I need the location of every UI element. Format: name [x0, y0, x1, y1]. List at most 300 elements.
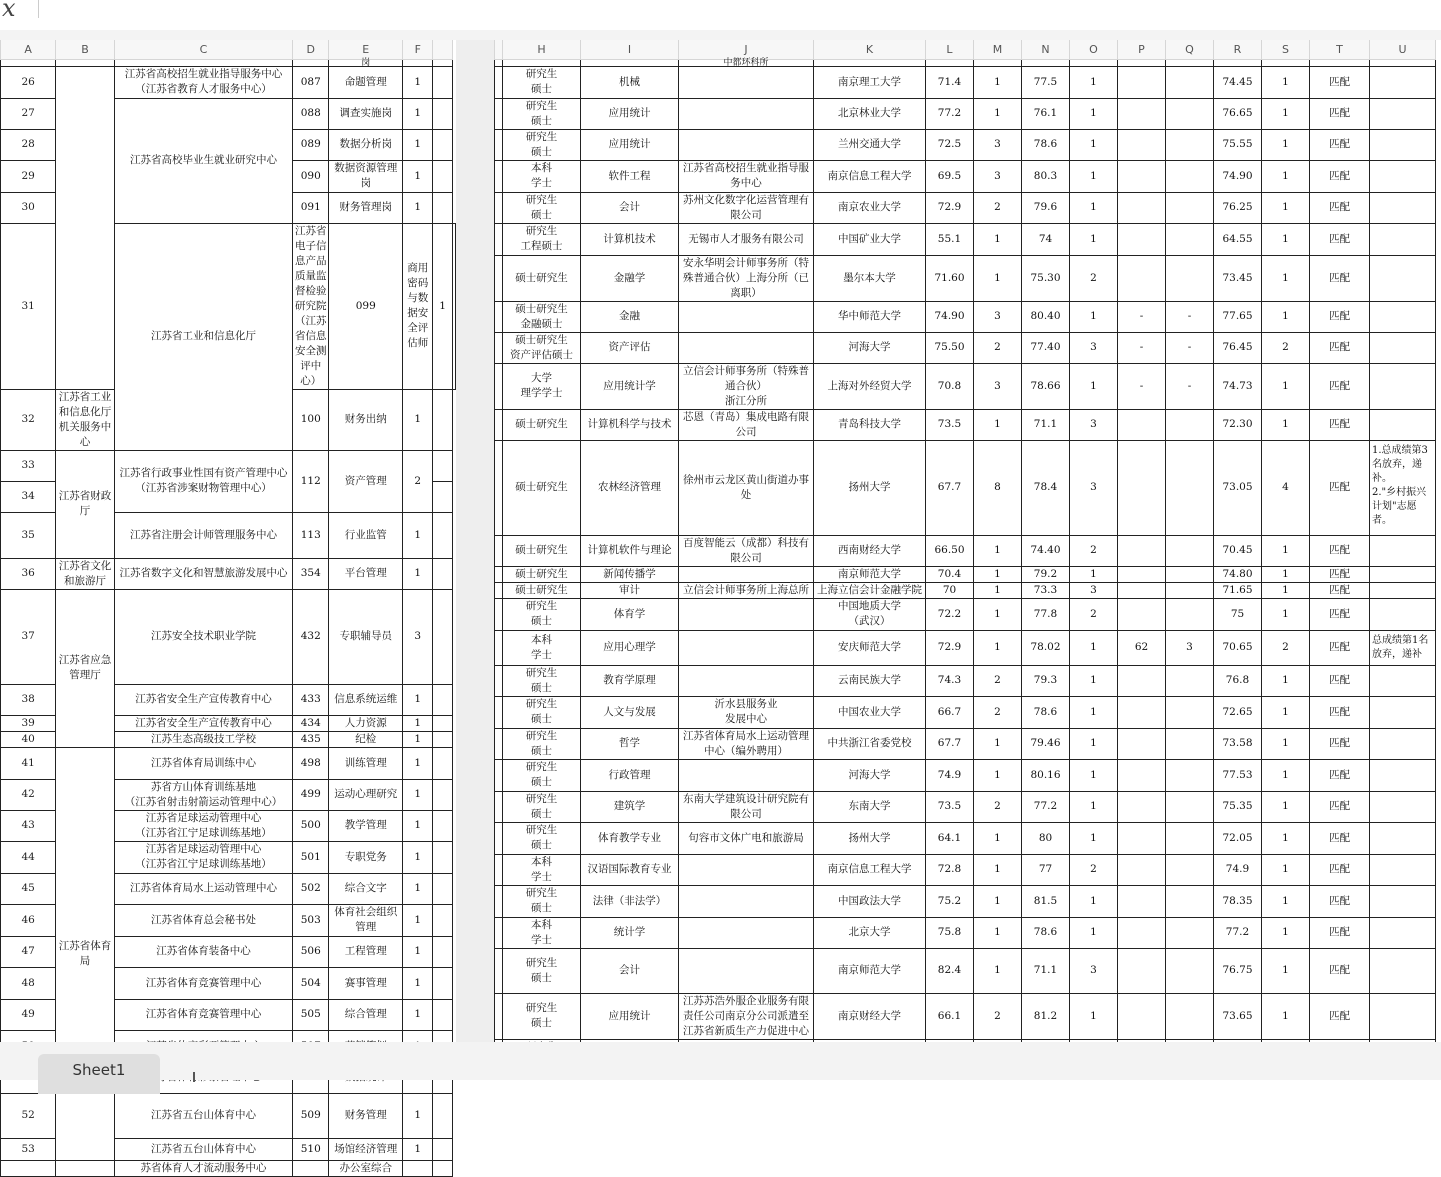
sheet-tab[interactable]: Sheet1 [38, 1054, 160, 1094]
unit-name-cell[interactable]: 江苏省五台山体育中心 [114, 1093, 293, 1138]
remark-cell[interactable] [1370, 301, 1436, 332]
hire-count-cell[interactable]: 1 [403, 731, 433, 747]
written-score-cell[interactable]: 64.1 [926, 822, 974, 854]
extra-rank-cell[interactable] [1166, 696, 1214, 728]
cell-top-q[interactable] [1166, 59, 1214, 66]
written-score-cell[interactable]: 82.4 [926, 948, 974, 993]
position-code-cell[interactable]: 504 [293, 967, 329, 999]
match-cell[interactable]: 匹配 [1310, 948, 1370, 993]
position-name-cell[interactable]: 数据分析岗 [329, 129, 403, 160]
employer-cell[interactable]: 芯恩（青岛）集成电路有限公司 [679, 409, 814, 440]
total-rank-cell[interactable]: 1 [1262, 917, 1310, 948]
hire-count-cell[interactable]: 1 [403, 1093, 433, 1138]
written-rank-cell[interactable]: 1 [974, 822, 1022, 854]
education-cell[interactable]: 研究生 硕士 [503, 665, 581, 696]
written-rank-cell[interactable]: 1 [974, 255, 1022, 301]
row-number[interactable]: 47 [1, 936, 56, 967]
written-rank-cell[interactable]: 1 [974, 566, 1022, 582]
major-cell[interactable]: 统计学 [581, 917, 679, 948]
match-cell[interactable]: 匹配 [1310, 791, 1370, 822]
extra-rank-cell[interactable] [1166, 822, 1214, 854]
position-name-cell[interactable]: 财务出纳 [329, 389, 403, 450]
position-name-cell[interactable]: 命题管理 [329, 66, 403, 98]
position-code-cell[interactable]: 435 [293, 731, 329, 747]
remark-cell[interactable] [1370, 582, 1436, 598]
written-score-cell[interactable]: 66.7 [926, 696, 974, 728]
extra-score-cell[interactable] [1118, 255, 1166, 301]
written-score-cell[interactable]: 73.5 [926, 791, 974, 822]
column-header-c[interactable]: C [114, 40, 293, 59]
employer-cell[interactable] [679, 948, 814, 993]
hire-count-cell[interactable]: 3 [403, 589, 433, 684]
position-code-cell[interactable]: 112 [293, 450, 329, 512]
position-code-cell[interactable]: 099 [329, 223, 403, 389]
position-name-cell[interactable]: 行业监管 [329, 512, 403, 558]
major-cell[interactable]: 人文与发展 [581, 696, 679, 728]
extra-rank-cell[interactable] [1166, 993, 1214, 1039]
education-cell[interactable]: 研究生 硕士 [503, 993, 581, 1039]
interview-rank-cell[interactable]: 1 [1070, 192, 1118, 223]
education-cell[interactable]: 研究生 硕士 [503, 759, 581, 791]
unit-name-cell[interactable]: 江苏省足球运动管理中心 （江苏省江宁足球训练基地） [114, 841, 293, 873]
total-rank-cell[interactable]: 1 [1262, 301, 1310, 332]
unit-name-cell[interactable]: 江苏省安全生产宣传教育中心 [114, 684, 293, 715]
right-scroll-pane[interactable] [494, 40, 1441, 1042]
position-name-cell[interactable]: 专职党务 [329, 841, 403, 873]
remark-cell[interactable] [1370, 948, 1436, 993]
extra-score-cell[interactable] [1118, 535, 1166, 566]
column-header-d[interactable]: D [293, 40, 329, 59]
school-cell[interactable]: 南京理工大学 [814, 66, 926, 98]
total-score-cell[interactable]: 76.8 [1214, 665, 1262, 696]
unit-name-cell[interactable]: 江苏省电子信息产品质量监督检验研究院（江苏省信息安全测评中心） [293, 223, 329, 389]
written-score-cell[interactable]: 77.2 [926, 98, 974, 129]
hire-count-cell[interactable]: 1 [403, 558, 433, 589]
written-rank-cell[interactable]: 2 [974, 665, 1022, 696]
interview-score-cell[interactable]: 77.5 [1022, 66, 1070, 98]
column-header-q[interactable]: Q [1166, 40, 1214, 59]
major-cell[interactable]: 体育学 [581, 598, 679, 630]
department-cell[interactable] [56, 66, 114, 389]
column-header-m[interactable]: M [974, 40, 1022, 59]
education-cell[interactable]: 研究生 硕士 [503, 696, 581, 728]
major-cell[interactable]: 教育学原理 [581, 665, 679, 696]
position-code-cell[interactable]: 113 [293, 512, 329, 558]
column-header-g[interactable] [433, 40, 453, 59]
major-cell[interactable]: 机械 [581, 66, 679, 98]
written-rank-cell[interactable]: 2 [974, 192, 1022, 223]
extra-rank-cell[interactable] [1166, 582, 1214, 598]
total-score-cell[interactable]: 72.65 [1214, 696, 1262, 728]
interview-rank-cell[interactable]: 1 [1070, 696, 1118, 728]
match-cell[interactable]: 匹配 [1310, 566, 1370, 582]
remark-cell[interactable] [1370, 409, 1436, 440]
total-rank-cell[interactable]: 2 [1262, 332, 1310, 363]
school-cell[interactable]: 北京大学 [814, 917, 926, 948]
remark-cell[interactable] [1370, 791, 1436, 822]
hire-count-cell[interactable]: 1 [403, 98, 433, 129]
cell-top-a[interactable] [1, 59, 56, 66]
total-rank-cell[interactable]: 1 [1262, 696, 1310, 728]
extra-rank-cell[interactable] [1166, 566, 1214, 582]
employer-cell[interactable] [679, 759, 814, 791]
written-score-cell[interactable]: 72.9 [926, 192, 974, 223]
unit-name-cell[interactable]: 江苏省行政事业性国有资产管理中心（江苏省涉案财物管理中心） [114, 450, 293, 512]
position-name-cell[interactable]: 数据资源管理岗 [329, 160, 403, 192]
employer-cell[interactable] [679, 66, 814, 98]
remark-cell[interactable] [1370, 535, 1436, 566]
written-score-cell[interactable]: 71.60 [926, 255, 974, 301]
interview-rank-cell[interactable]: 2 [1070, 535, 1118, 566]
position-code-cell[interactable]: 505 [293, 999, 329, 1030]
employer-cell[interactable] [679, 301, 814, 332]
extra-score-cell[interactable] [1118, 993, 1166, 1039]
sheet-grid-right[interactable] [494, 40, 1436, 1056]
employer-cell[interactable]: 安永华明会计师事务所（特殊普通合伙）上海分所（已离职） [679, 255, 814, 301]
total-rank-cell[interactable]: 1 [1262, 66, 1310, 98]
extra-score-cell[interactable] [1118, 223, 1166, 255]
employer-cell[interactable] [679, 917, 814, 948]
row-number[interactable]: 27 [1, 98, 56, 129]
interview-score-cell[interactable]: 78.02 [1022, 630, 1070, 665]
row-number[interactable]: 35 [1, 512, 56, 558]
extra-rank-cell[interactable] [1166, 535, 1214, 566]
major-cell[interactable]: 新闻传播学 [581, 566, 679, 582]
position-code-cell[interactable]: 433 [293, 684, 329, 715]
hire-count-cell[interactable]: 1 [403, 66, 433, 98]
unit-name-cell[interactable]: 江苏省体育总会秘书处 [114, 904, 293, 936]
interview-score-cell[interactable]: 80.3 [1022, 160, 1070, 192]
school-cell[interactable]: 南京信息工程大学 [814, 854, 926, 885]
unit-name-cell[interactable]: 江苏省体育装备中心 [114, 936, 293, 967]
school-cell[interactable]: 中国矿业大学 [814, 223, 926, 255]
employer-cell[interactable] [679, 598, 814, 630]
employer-cell[interactable] [679, 332, 814, 363]
position-name-cell[interactable]: 体育社会组织管理 [329, 904, 403, 936]
school-cell[interactable]: 中共浙江省委党校 [814, 728, 926, 759]
interview-rank-cell[interactable]: 1 [1070, 98, 1118, 129]
major-cell[interactable]: 资产评估 [581, 332, 679, 363]
school-cell[interactable]: 河海大学 [814, 332, 926, 363]
written-rank-cell[interactable]: 2 [974, 993, 1022, 1039]
major-cell[interactable]: 体育教学专业 [581, 822, 679, 854]
interview-score-cell[interactable]: 73.3 [1022, 582, 1070, 598]
interview-score-cell[interactable]: 76.1 [1022, 98, 1070, 129]
employer-cell[interactable]: 苏州文化数字化运营管理有限公司 [679, 192, 814, 223]
remark-cell[interactable] [1370, 598, 1436, 630]
hire-count-cell[interactable]: 1 [403, 747, 433, 779]
employer-cell[interactable]: 东南大学建筑设计研究院有限公司 [679, 791, 814, 822]
row-number[interactable]: 36 [1, 558, 56, 589]
school-cell[interactable]: 中国政法大学 [814, 885, 926, 917]
extra-rank-cell[interactable] [1166, 917, 1214, 948]
total-rank-cell[interactable]: 1 [1262, 98, 1310, 129]
total-score-cell[interactable]: 76.75 [1214, 948, 1262, 993]
match-cell[interactable]: 匹配 [1310, 665, 1370, 696]
cell-top-l[interactable] [926, 59, 974, 66]
major-cell[interactable]: 软件工程 [581, 160, 679, 192]
extra-rank-cell[interactable] [1166, 728, 1214, 759]
extra-rank-cell[interactable] [1166, 160, 1214, 192]
employer-cell[interactable]: 百度智能云（成都）科技有限公司 [679, 535, 814, 566]
interview-score-cell[interactable]: 80 [1022, 822, 1070, 854]
major-cell[interactable]: 会计 [581, 948, 679, 993]
remark-cell[interactable]: 1.总成绩第3名放弃，递补。 2."乡村振兴计划"志愿者。 [1370, 440, 1436, 535]
column-header-k[interactable]: K [814, 40, 926, 59]
employer-cell[interactable]: 立信会计师事务所上海总所 [679, 582, 814, 598]
position-code-cell[interactable]: 499 [293, 779, 329, 810]
unit-name-cell[interactable]: 江苏省高校招生就业指导服务中心（江苏省教育人才服务中心） [114, 66, 293, 98]
extra-score-cell[interactable] [1118, 129, 1166, 160]
extra-rank-cell[interactable] [1166, 98, 1214, 129]
employer-cell[interactable]: 立信会计师事务所（特殊普通合伙） 浙江分所 [679, 363, 814, 409]
remark-cell[interactable] [1370, 993, 1436, 1039]
match-cell[interactable]: 匹配 [1310, 409, 1370, 440]
extra-score-cell[interactable] [1118, 948, 1166, 993]
match-cell[interactable]: 匹配 [1310, 192, 1370, 223]
total-rank-cell[interactable]: 1 [1262, 409, 1310, 440]
position-code-cell[interactable]: 091 [293, 192, 329, 223]
total-rank-cell[interactable]: 1 [1262, 566, 1310, 582]
row-number[interactable]: 31 [1, 223, 56, 389]
education-cell[interactable]: 硕士研究生 金融硕士 [503, 301, 581, 332]
hire-count-cell[interactable]: 1 [403, 715, 433, 731]
match-cell[interactable]: 匹配 [1310, 759, 1370, 791]
extra-score-cell[interactable] [1118, 728, 1166, 759]
remark-cell[interactable] [1370, 98, 1436, 129]
row-number[interactable]: 39 [1, 715, 56, 731]
position-name-cell[interactable]: 办公室综合 [329, 1160, 403, 1176]
interview-rank-cell[interactable]: 1 [1070, 665, 1118, 696]
column-header-t[interactable]: T [1310, 40, 1370, 59]
cell-top-k[interactable] [814, 59, 926, 66]
match-cell[interactable]: 匹配 [1310, 630, 1370, 665]
education-cell[interactable]: 硕士研究生 资产评估硕士 [503, 332, 581, 363]
row-number[interactable]: 44 [1, 841, 56, 873]
column-header-p[interactable]: P [1118, 40, 1166, 59]
major-cell[interactable]: 金融 [581, 301, 679, 332]
pane-splitter[interactable] [456, 40, 494, 1042]
interview-score-cell[interactable]: 74.40 [1022, 535, 1070, 566]
extra-rank-cell[interactable] [1166, 885, 1214, 917]
written-score-cell[interactable]: 66.50 [926, 535, 974, 566]
total-rank-cell[interactable]: 1 [1262, 192, 1310, 223]
education-cell[interactable]: 研究生 硕士 [503, 66, 581, 98]
written-score-cell[interactable]: 70.4 [926, 566, 974, 582]
position-name-cell[interactable]: 场馆经济管理 [329, 1138, 403, 1160]
interview-rank-cell[interactable]: 2 [1070, 255, 1118, 301]
remark-cell[interactable] [1370, 854, 1436, 885]
school-cell[interactable]: 上海立信会计金融学院 [814, 582, 926, 598]
department-cell[interactable]: 江苏省工业和信息化厅 [114, 223, 293, 450]
written-score-cell[interactable]: 74.9 [926, 759, 974, 791]
employer-cell[interactable]: 无锡市人才服务有限公司 [679, 223, 814, 255]
position-name-cell[interactable]: 综合管理 [329, 999, 403, 1030]
column-header-f[interactable]: F [403, 40, 433, 59]
remark-cell[interactable] [1370, 566, 1436, 582]
hire-count-cell[interactable]: 1 [433, 223, 453, 389]
school-cell[interactable]: 青岛科技大学 [814, 409, 926, 440]
total-score-cell[interactable]: 72.05 [1214, 822, 1262, 854]
column-header-a[interactable]: A [1, 40, 56, 59]
hire-count-cell[interactable]: 1 [403, 904, 433, 936]
written-score-cell[interactable]: 74.3 [926, 665, 974, 696]
major-cell[interactable]: 应用心理学 [581, 630, 679, 665]
unit-name-cell[interactable]: 江苏省足球运动管理中心 （江苏省江宁足球训练基地） [114, 810, 293, 841]
extra-score-cell[interactable]: - [1118, 363, 1166, 409]
interview-rank-cell[interactable]: 3 [1070, 332, 1118, 363]
written-rank-cell[interactable]: 1 [974, 66, 1022, 98]
remark-cell[interactable] [1370, 728, 1436, 759]
interview-score-cell[interactable]: 77.2 [1022, 791, 1070, 822]
match-cell[interactable]: 匹配 [1310, 129, 1370, 160]
row-number[interactable]: 37 [1, 589, 56, 684]
unit-name-cell[interactable]: 江苏省体育局水上运动管理中心 [114, 873, 293, 904]
education-cell[interactable]: 硕士研究生 [503, 440, 581, 535]
extra-rank-cell[interactable] [1166, 223, 1214, 255]
written-score-cell[interactable]: 72.8 [926, 854, 974, 885]
extra-score-cell[interactable] [1118, 791, 1166, 822]
position-code-cell[interactable]: 500 [293, 810, 329, 841]
extra-score-cell[interactable] [1118, 598, 1166, 630]
position-name-cell[interactable]: 专职辅导员 [329, 589, 403, 684]
written-rank-cell[interactable]: 1 [974, 917, 1022, 948]
remark-cell[interactable] [1370, 759, 1436, 791]
cell-top-h[interactable] [503, 59, 581, 66]
extra-rank-cell[interactable]: - [1166, 301, 1214, 332]
total-score-cell[interactable]: 73.45 [1214, 255, 1262, 301]
match-cell[interactable]: 匹配 [1310, 822, 1370, 854]
written-rank-cell[interactable]: 1 [974, 582, 1022, 598]
total-score-cell[interactable]: 75.35 [1214, 791, 1262, 822]
column-header-b[interactable]: B [56, 40, 114, 59]
written-score-cell[interactable]: 73.5 [926, 409, 974, 440]
total-score-cell[interactable]: 74.9 [1214, 854, 1262, 885]
total-score-cell[interactable]: 73.58 [1214, 728, 1262, 759]
written-rank-cell[interactable]: 1 [974, 535, 1022, 566]
total-rank-cell[interactable]: 1 [1262, 665, 1310, 696]
row-number[interactable]: 53 [1, 1138, 56, 1160]
position-code-cell[interactable]: 087 [293, 66, 329, 98]
row-number[interactable]: 34 [1, 481, 56, 512]
total-score-cell[interactable]: 73.65 [1214, 993, 1262, 1039]
cell-top-t[interactable] [1310, 59, 1370, 66]
interview-score-cell[interactable]: 78.4 [1022, 440, 1070, 535]
school-cell[interactable]: 扬州大学 [814, 440, 926, 535]
major-cell[interactable]: 应用统计学 [581, 363, 679, 409]
cell-top-d[interactable] [293, 59, 329, 66]
interview-rank-cell[interactable]: 1 [1070, 363, 1118, 409]
hire-count-cell[interactable]: 1 [403, 841, 433, 873]
education-cell[interactable]: 研究生 硕士 [503, 598, 581, 630]
extra-rank-cell[interactable] [1166, 948, 1214, 993]
education-cell[interactable]: 本科 学士 [503, 160, 581, 192]
employer-cell[interactable]: 江苏省高校招生就业指导服务中心 [679, 160, 814, 192]
department-cell[interactable]: 江苏省体育局 [56, 747, 114, 1160]
total-rank-cell[interactable]: 1 [1262, 129, 1310, 160]
interview-rank-cell[interactable]: 1 [1070, 566, 1118, 582]
hire-count-cell[interactable]: 1 [403, 967, 433, 999]
extra-score-cell[interactable] [1118, 440, 1166, 535]
column-header-i[interactable]: I [581, 40, 679, 59]
cell-top-m[interactable] [974, 59, 1022, 66]
major-cell[interactable]: 建筑学 [581, 791, 679, 822]
column-header-r[interactable]: R [1214, 40, 1262, 59]
total-score-cell[interactable]: 64.55 [1214, 223, 1262, 255]
extra-score-cell[interactable] [1118, 160, 1166, 192]
unit-name-cell[interactable]: 江苏省数字文化和智慧旅游发展中心 [114, 558, 293, 589]
major-cell[interactable]: 计算机软件与理论 [581, 535, 679, 566]
remark-cell[interactable] [1370, 665, 1436, 696]
written-rank-cell[interactable]: 2 [974, 696, 1022, 728]
school-cell[interactable]: 南京农业大学 [814, 192, 926, 223]
extra-score-cell[interactable]: - [1118, 332, 1166, 363]
position-code-cell[interactable]: 434 [293, 715, 329, 731]
extra-rank-cell[interactable] [1166, 598, 1214, 630]
interview-score-cell[interactable]: 75.30 [1022, 255, 1070, 301]
department-cell[interactable]: 江苏省应急管理厅 [56, 589, 114, 747]
extra-rank-cell[interactable]: 3 [1166, 630, 1214, 665]
written-rank-cell[interactable]: 3 [974, 129, 1022, 160]
remark-cell[interactable]: 总成绩第1名放弃，递补 [1370, 630, 1436, 665]
written-rank-cell[interactable]: 1 [974, 223, 1022, 255]
employer-cell[interactable] [679, 854, 814, 885]
total-rank-cell[interactable]: 1 [1262, 160, 1310, 192]
extra-score-cell[interactable]: - [1118, 301, 1166, 332]
remark-cell[interactable] [1370, 885, 1436, 917]
education-cell[interactable]: 研究生 硕士 [503, 822, 581, 854]
written-rank-cell[interactable]: 1 [974, 98, 1022, 129]
interview-score-cell[interactable]: 80.40 [1022, 301, 1070, 332]
extra-rank-cell[interactable] [1166, 255, 1214, 301]
education-cell[interactable]: 本科 学士 [503, 630, 581, 665]
total-rank-cell[interactable]: 1 [1262, 582, 1310, 598]
written-score-cell[interactable]: 74.90 [926, 301, 974, 332]
total-rank-cell[interactable]: 1 [1262, 728, 1310, 759]
employer-cell[interactable] [679, 665, 814, 696]
major-cell[interactable]: 应用统计 [581, 993, 679, 1039]
hire-count-cell[interactable]: 2 [403, 450, 433, 512]
remark-cell[interactable] [1370, 917, 1436, 948]
total-rank-cell[interactable]: 1 [1262, 759, 1310, 791]
extra-rank-cell[interactable] [1166, 66, 1214, 98]
cell-top-o[interactable] [1070, 59, 1118, 66]
written-score-cell[interactable]: 69.5 [926, 160, 974, 192]
school-cell[interactable]: 墨尔本大学 [814, 255, 926, 301]
employer-cell[interactable] [679, 129, 814, 160]
extra-rank-cell[interactable]: - [1166, 332, 1214, 363]
hire-count-cell[interactable]: 1 [403, 160, 433, 192]
unit-name-cell[interactable]: 江苏省注册会计师管理服务中心 [114, 512, 293, 558]
position-name-cell[interactable]: 工程管理 [329, 936, 403, 967]
row-number[interactable]: 29 [1, 160, 56, 192]
total-score-cell[interactable]: 70.65 [1214, 630, 1262, 665]
interview-rank-cell[interactable]: 1 [1070, 301, 1118, 332]
extra-rank-cell[interactable] [1166, 129, 1214, 160]
extra-score-cell[interactable] [1118, 582, 1166, 598]
department-cell[interactable]: 江苏省文化和旅游厅 [56, 558, 114, 589]
total-score-cell[interactable]: 71.65 [1214, 582, 1262, 598]
total-score-cell[interactable]: 74.73 [1214, 363, 1262, 409]
written-rank-cell[interactable]: 3 [974, 363, 1022, 409]
school-cell[interactable]: 南京师范大学 [814, 948, 926, 993]
school-cell[interactable]: 华中师范大学 [814, 301, 926, 332]
total-rank-cell[interactable]: 1 [1262, 885, 1310, 917]
interview-score-cell[interactable]: 78.6 [1022, 917, 1070, 948]
match-cell[interactable]: 匹配 [1310, 255, 1370, 301]
remark-cell[interactable] [1370, 332, 1436, 363]
match-cell[interactable]: 匹配 [1310, 440, 1370, 535]
